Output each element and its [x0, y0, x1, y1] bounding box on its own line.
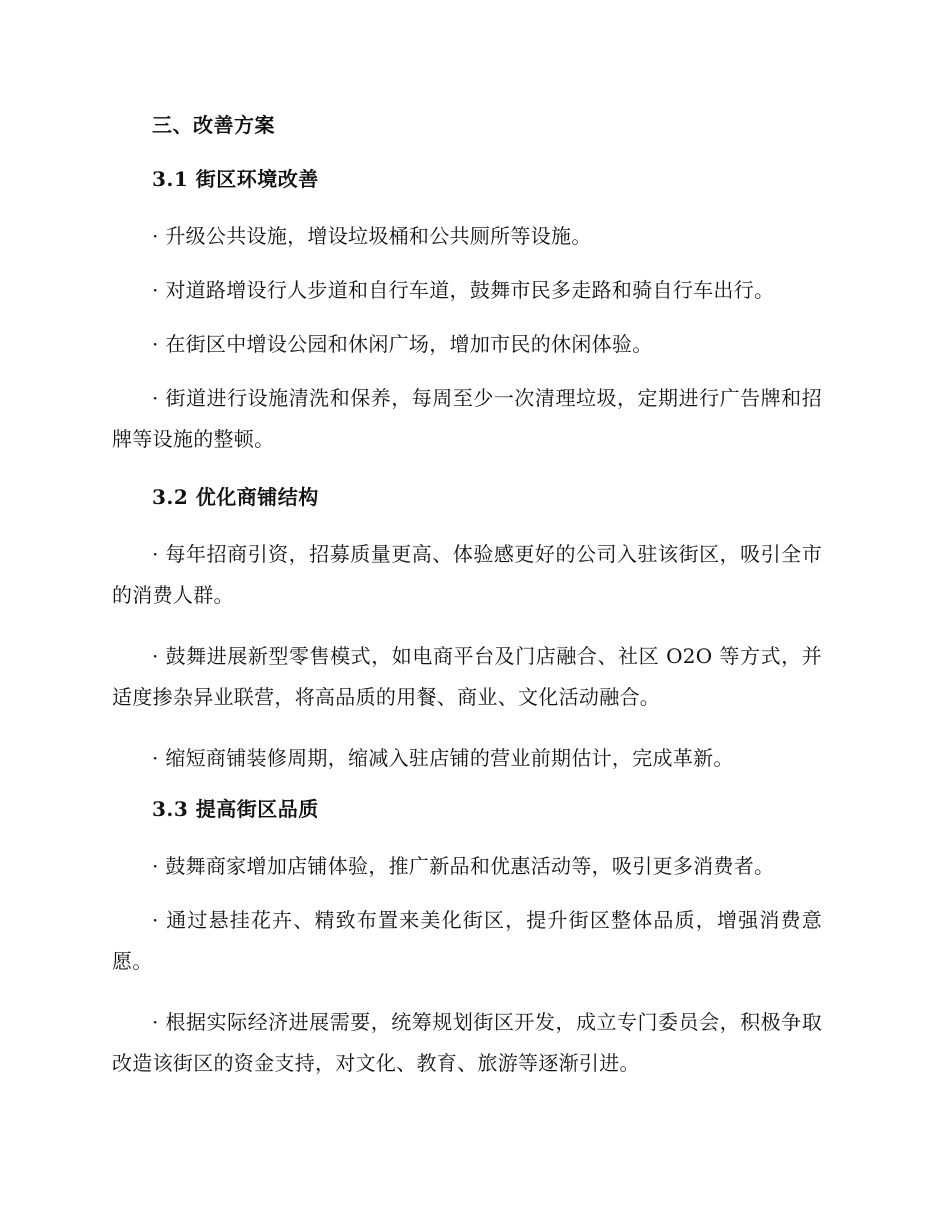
document-body [112, 108, 822, 1104]
subsection-heading-3-2: 3.2 优化商铺结构 [152, 485, 319, 509]
section-heading: 三、改善方案 [152, 113, 275, 137]
list-item: · 根据实际经济进展需要，统筹规划街区开发，成立专门委员会，积极争取改造该街区的资金支持，对文化、教育、旅游等逐渐引进。 [112, 1010, 822, 1075]
list-item: · 缩短商铺装修周期，缩减入驻店铺的营业前期估计，完成革新。 [152, 746, 734, 770]
subsection-heading-3-1: 3.1 街区环境改善 [152, 167, 319, 191]
list-item: · 在街区中增设公园和休闲广场，增加市民的休闲体验。 [152, 332, 653, 356]
list-item: · 鼓舞商家增加店铺体验，推广新品和优惠活动等，吸引更多消费者。 [152, 854, 775, 878]
list-item: · 升级公共设施，增设垃圾桶和公共厕所等设施。 [152, 224, 592, 248]
list-item: · 对道路增设行人步道和自行车道，鼓舞市民多走路和骑自行车出行。 [152, 278, 775, 302]
subsection-heading-3-3: 3.3 提高街区品质 [152, 797, 319, 821]
list-item: · 鼓舞进展新型零售模式，如电商平台及门店融合、社区 O2O 等方式，并适度掺杂异业联营，将高品质的用餐、商业、文化活动融合。 [112, 644, 822, 709]
list-item: · 街道进行设施清洗和保养，每周至少一次清理垃圾，定期进行广告牌和招牌等设施的整顿。 [112, 386, 822, 451]
list-item: · 通过悬挂花卉、精致布置来美化街区，提升街区整体品质，增强消费意愿。 [112, 908, 822, 973]
list-item: · 每年招商引资，招募质量更高、体验感更好的公司入驻该街区，吸引全市的消费人群。 [112, 542, 822, 607]
